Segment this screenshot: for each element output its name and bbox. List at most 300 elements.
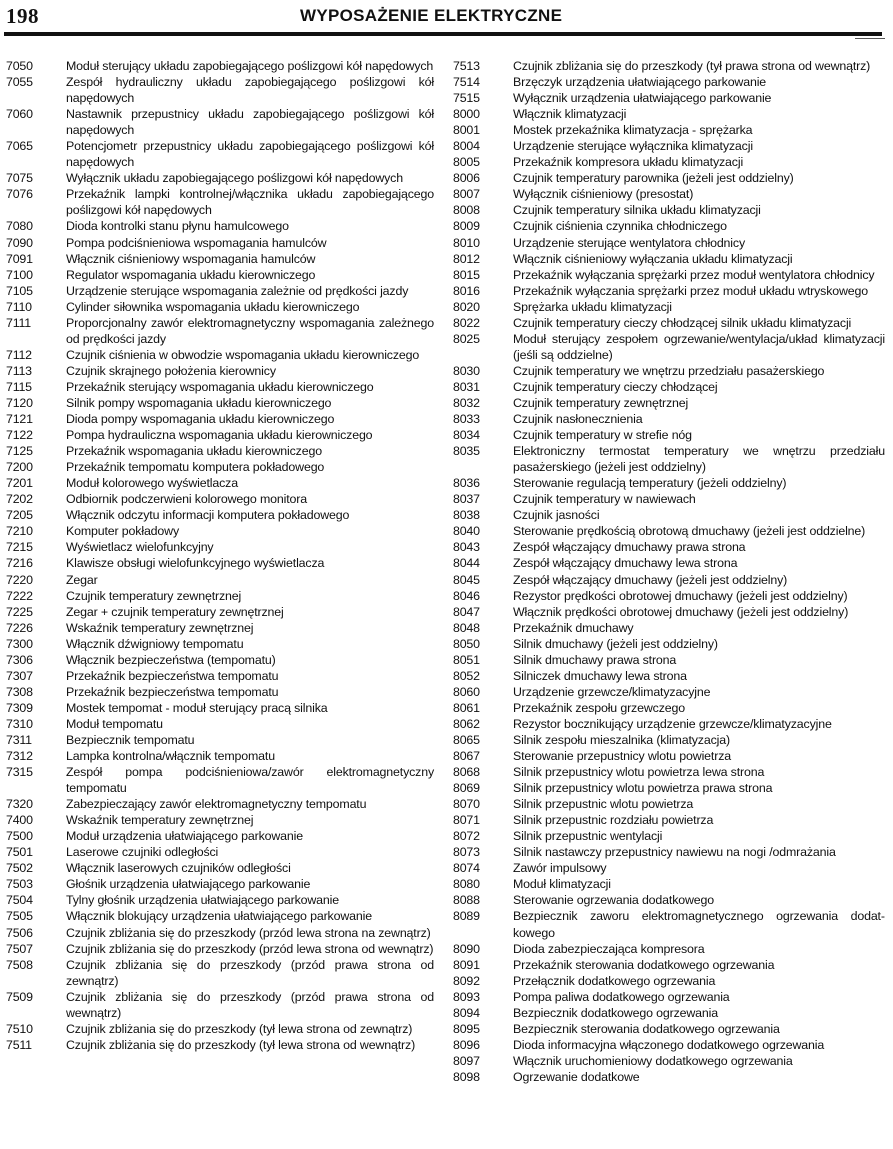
component-description: Włącznik klimatyzacji xyxy=(513,107,627,122)
component-code: 7210 xyxy=(6,524,33,539)
list-item xyxy=(453,202,885,218)
list-item xyxy=(6,636,434,652)
component-description: Włącznik odczytu informacji komputera pokładowego xyxy=(66,508,350,523)
list-item xyxy=(6,828,434,844)
component-description: Czujnik temperatury cieczy chłodzącej xyxy=(513,379,718,394)
component-code: 8065 xyxy=(453,732,480,747)
component-code: 8070 xyxy=(453,797,480,812)
component-code: 7500 xyxy=(6,829,33,844)
component-code: 8047 xyxy=(453,604,480,619)
component-code: 7080 xyxy=(6,219,33,234)
component-code: 8033 xyxy=(453,412,480,427)
component-code: 7090 xyxy=(6,235,33,250)
component-code: 8022 xyxy=(453,315,480,330)
list-item xyxy=(453,796,885,812)
list-item xyxy=(453,170,885,186)
list-item xyxy=(453,892,885,908)
list-item xyxy=(6,876,434,892)
component-code: 7125 xyxy=(6,444,33,459)
component-code: 7501 xyxy=(6,845,33,860)
list-item xyxy=(453,283,885,299)
list-item xyxy=(453,218,885,234)
component-code: 7509 xyxy=(6,989,33,1004)
component-code: 8090 xyxy=(453,941,480,956)
component-code: 8060 xyxy=(453,684,480,699)
component-description: Czujnik ciśnienia czynnika chłodniczego xyxy=(513,219,727,234)
list-item xyxy=(6,138,434,170)
component-code: 8098 xyxy=(453,1069,480,1084)
component-description: Urządzenie sterujące wspomagania zależnie od prędkości jazdy xyxy=(66,283,409,298)
component-code: 8061 xyxy=(453,700,480,715)
list-item xyxy=(6,908,434,924)
page-header xyxy=(0,0,893,36)
component-code: 7320 xyxy=(6,797,33,812)
list-item xyxy=(6,491,434,507)
component-description: Komputer pokładowy xyxy=(66,524,180,539)
list-item xyxy=(453,523,885,539)
list-item xyxy=(453,941,885,957)
component-description: Dioda pompy wspomagania układu kierowniczego xyxy=(66,412,335,427)
component-code: 8034 xyxy=(453,428,480,443)
component-code: 8069 xyxy=(453,781,480,796)
component-code: 7200 xyxy=(6,460,33,475)
component-code: 8080 xyxy=(453,877,480,892)
list-item xyxy=(453,1021,885,1037)
component-description: Zawór impulsowy xyxy=(513,861,607,876)
component-code: 8067 xyxy=(453,749,480,764)
component-description: Wskaźnik temperatury zewnętrznej xyxy=(66,620,254,635)
list-item xyxy=(6,700,434,716)
component-code: 8095 xyxy=(453,1021,480,1036)
component-code: 7202 xyxy=(6,492,33,507)
list-item xyxy=(6,796,434,812)
component-description: Wyświetlacz wielofunkcyjny xyxy=(66,540,214,555)
list-item xyxy=(6,652,434,668)
component-description: Elektroniczny termostat temperatury we wnętrzu przedziału pasażerskiego (jeżeli jest oddzielny) xyxy=(513,444,885,475)
list-item xyxy=(6,427,434,443)
component-code: 7515 xyxy=(453,91,480,106)
component-description: Czujnik zbliżania się do przeszkody (przód prawa strona od zewnątrz) xyxy=(66,957,434,988)
component-description: Czujnik zbliżania się do przeszkody (przód prawa strona od wewnątrz) xyxy=(66,989,434,1020)
component-code: 7122 xyxy=(6,428,33,443)
component-code: 8089 xyxy=(453,909,480,924)
component-description: Ogrzewanie dodatkowe xyxy=(513,1069,640,1084)
component-code: 8091 xyxy=(453,957,480,972)
component-description: Cylinder siłownika wspomagania układu kierowniczego xyxy=(66,299,360,314)
component-description: Regulator wspomagania układu kierowniczego xyxy=(66,267,316,282)
component-description: Przekaźnik wyłączania sprężarki przez moduł układu wtryskowego xyxy=(513,283,868,298)
component-description: Czujnik jasności xyxy=(513,508,600,523)
component-code: 7110 xyxy=(6,299,32,314)
component-code: 8015 xyxy=(453,267,480,282)
list-item xyxy=(6,925,434,941)
component-code: 8008 xyxy=(453,203,480,218)
component-description: Laserowe czujniki odległości xyxy=(66,845,219,860)
component-code: 8036 xyxy=(453,476,480,491)
component-description: Sterowanie ogrzewania dodatkowego xyxy=(513,893,715,908)
component-code: 8094 xyxy=(453,1005,480,1020)
list-item xyxy=(6,989,434,1021)
list-item xyxy=(453,732,885,748)
component-description: Włącznik uruchomieniowy dodatkowego ogrzewania xyxy=(513,1053,793,1068)
component-code: 7510 xyxy=(6,1021,33,1036)
component-description: Czujnik zbliżania się do przeszkody (tył lewa strona od wewnątrz) xyxy=(66,1037,416,1052)
component-code: 8071 xyxy=(453,813,480,828)
component-description: Urządzenie sterujące wentylatora chłodnicy xyxy=(513,235,745,250)
component-description: Brzęczyk urządzenia ułatwiającego parkowanie xyxy=(513,75,767,90)
component-description: Przekaźnik bezpieczeństwa tempomatu xyxy=(66,684,279,699)
component-description: Przekaźnik wspomagania układu kierowniczego xyxy=(66,444,322,459)
component-code: 7222 xyxy=(6,588,33,603)
list-item xyxy=(453,106,885,122)
list-item xyxy=(453,572,885,588)
component-description: Włącznik ciśnieniowy wspomagania hamulców xyxy=(66,251,316,266)
list-item xyxy=(6,844,434,860)
list-item xyxy=(6,668,434,684)
list-item xyxy=(6,74,434,106)
component-description: Przekaźnik dmuchawy xyxy=(513,620,634,635)
component-code: 8016 xyxy=(453,283,480,298)
component-description: Przełącznik dodatkowego ogrzewania xyxy=(513,973,716,988)
component-description: Proporcjonalny zawór elektromagnetyczny wspomagania zależnego od prędkości jazdy xyxy=(66,315,434,346)
list-item xyxy=(6,363,434,379)
component-description: Moduł sterujący układu zapobiegającego poślizgowi kół napędowych xyxy=(66,59,434,73)
component-description: Zabezpieczający zawór elektromagnetyczny tempomatu xyxy=(66,797,367,812)
list-item xyxy=(6,299,434,315)
component-code: 7220 xyxy=(6,572,33,587)
component-code: 7055 xyxy=(6,75,33,90)
component-description: Silnik zespołu mieszalnika (klimatyzacja) xyxy=(513,732,730,747)
component-description: Przekaźnik sterowania dodatkowego ogrzewania xyxy=(513,957,775,972)
component-code: 7507 xyxy=(6,941,33,956)
component-description: Moduł tempomatu xyxy=(66,716,163,731)
component-description: Pompa hydrauliczna wspomagania układu kierowniczego xyxy=(66,428,373,443)
list-item xyxy=(453,379,885,395)
component-code: 8012 xyxy=(453,251,480,266)
component-description: Sterowanie przepustnicy wlotu powietrza xyxy=(513,749,731,764)
component-code: 8051 xyxy=(453,652,480,667)
component-description: Czujnik zbliżania się do przeszkody (przód lewa strona na zewnątrz) xyxy=(66,925,431,940)
component-code: 7308 xyxy=(6,684,33,699)
list-item xyxy=(6,555,434,571)
component-description: Mostek przekaźnika klimatyzacja - sprężarka xyxy=(513,123,753,138)
list-item xyxy=(6,523,434,539)
list-item xyxy=(453,700,885,716)
component-description: Przekaźnik zespołu grzewczego xyxy=(513,700,685,715)
component-description: Nastawnik przepustnicy układu zapobiegającego poślizgowi kół napędowych xyxy=(66,107,434,138)
component-description: Zespół włączający dmuchawy lewa strona xyxy=(513,556,738,571)
list-item xyxy=(453,555,885,571)
component-description: Czujnik temperatury w strefie nóg xyxy=(513,428,692,443)
component-code: 7315 xyxy=(6,765,33,780)
component-code: 8006 xyxy=(453,171,480,186)
component-description: Silnik dmuchawy prawa strona xyxy=(513,652,677,667)
list-item xyxy=(453,812,885,828)
list-item xyxy=(453,668,885,684)
component-code: 8052 xyxy=(453,668,480,683)
list-item xyxy=(453,74,885,90)
component-description: Czujnik temperatury zewnętrznej xyxy=(66,588,242,603)
component-description: Bezpiecznik tempomatu xyxy=(66,732,195,747)
list-item xyxy=(453,267,885,283)
list-item xyxy=(6,588,434,604)
list-item xyxy=(6,748,434,764)
component-description: Silnik przepustnicy wlotu powietrza prawa strona xyxy=(513,781,773,796)
list-item xyxy=(453,748,885,764)
list-item xyxy=(453,122,885,138)
component-code: 7306 xyxy=(6,652,33,667)
component-description: Zespół włączający dmuchawy (jeżeli jest oddzielny) xyxy=(513,572,788,587)
list-item xyxy=(453,764,885,780)
component-description: Sterowanie regulacją temperatury (jeżeli oddzielny) xyxy=(513,476,787,491)
component-description: Sterowanie prędkością obrotową dmuchawy (jeżeli jest oddzielne) xyxy=(513,524,866,539)
component-description: Wyłącznik ciśnieniowy (presostat) xyxy=(513,187,694,202)
component-code: 8050 xyxy=(453,636,480,651)
list-item xyxy=(6,251,434,267)
component-description: Klawisze obsługi wielofunkcyjnego wyświetlacza xyxy=(66,556,325,571)
list-item xyxy=(453,1037,885,1053)
component-code: 7205 xyxy=(6,508,33,523)
component-code: 7307 xyxy=(6,668,33,683)
component-code: 7310 xyxy=(6,716,33,731)
list-item xyxy=(453,876,885,892)
list-item xyxy=(453,411,885,427)
list-item xyxy=(6,732,434,748)
list-item xyxy=(453,90,885,106)
component-description: Czujnik temperatury silnika układu klimatyzacji xyxy=(513,203,761,218)
list-item xyxy=(453,251,885,267)
component-description: Lampka kontrolna/włącznik tempomatu xyxy=(66,749,275,764)
component-code: 7504 xyxy=(6,893,33,908)
component-description: Zespół hydrauliczny układu zapobiegającego poślizgowi kół napędowych xyxy=(66,75,434,106)
list-item xyxy=(453,58,885,74)
list-item xyxy=(6,860,434,876)
component-code: 7514 xyxy=(453,75,480,90)
component-description: Rezystor bocznikujący urządzenie grzewcze/klimatyzacyjne xyxy=(513,716,832,731)
component-description: Wyłącznik urządzenia ułatwiającego parkowanie xyxy=(513,91,772,106)
list-item xyxy=(6,507,434,523)
component-code: 8020 xyxy=(453,299,480,314)
component-description: Silnik przepustnic wentylacji xyxy=(513,829,663,844)
list-item xyxy=(453,154,885,170)
component-description: Silnik przepustnic rozdziału powietrza xyxy=(513,813,714,828)
component-description: Silnik dmuchawy (jeżeli jest oddzielny) xyxy=(513,636,718,651)
list-item xyxy=(6,106,434,138)
component-description: Moduł kolorowego wyświetlacza xyxy=(66,476,238,491)
component-code: 7309 xyxy=(6,700,33,715)
component-description: Sprężarka układu klimatyzacji xyxy=(513,299,672,314)
list-item xyxy=(6,283,434,299)
component-code: 7511 xyxy=(6,1037,32,1052)
left-column xyxy=(6,58,434,1053)
component-description: Silniczek dmuchawy lewa strona xyxy=(513,668,687,683)
component-code: 7113 xyxy=(6,363,32,378)
list-item xyxy=(453,636,885,652)
component-code: 8009 xyxy=(453,219,480,234)
list-item xyxy=(453,235,885,251)
component-description: Urządzenie sterujące wyłącznika klimatyzacji xyxy=(513,139,753,154)
component-code: 8010 xyxy=(453,235,480,250)
component-code: 7312 xyxy=(6,749,33,764)
component-code: 8044 xyxy=(453,556,480,571)
component-code: 8038 xyxy=(453,508,480,523)
component-description: Czujnik temperatury w nawiewach xyxy=(513,492,696,507)
component-description: Moduł urządzenia ułatwiającego parkowanie xyxy=(66,829,303,844)
component-code: 7503 xyxy=(6,877,33,892)
list-item xyxy=(6,892,434,908)
component-code: 8073 xyxy=(453,845,480,860)
component-description: Czujnik temperatury we wnętrzu przedziału pasażerskiego xyxy=(513,363,825,378)
component-description: Wskaźnik temperatury zewnętrznej xyxy=(66,813,254,828)
component-description: Zespół włączający dmuchawy prawa strona xyxy=(513,540,746,555)
component-description: Pompa paliwa dodatkowego ogrzewania xyxy=(513,989,730,1004)
component-description: Silnik przepustnicy wlotu powietrza lewa strona xyxy=(513,765,765,780)
component-description: Przekaźnik tempomatu komputera pokładowego xyxy=(66,460,325,475)
list-item xyxy=(453,299,885,315)
component-description: Zespół pompa podciśnieniowa/zawór elektromagnetyczny tempomatu xyxy=(66,765,434,796)
component-code: 7105 xyxy=(6,283,33,298)
list-item xyxy=(453,491,885,507)
component-code: 8096 xyxy=(453,1037,480,1052)
component-description: Moduł klimatyzacji xyxy=(513,877,611,892)
list-item xyxy=(6,58,434,74)
component-code: 7115 xyxy=(6,379,32,394)
list-item xyxy=(453,1069,885,1085)
list-item xyxy=(453,957,885,973)
component-description: Moduł sterujący zespołem ogrzewanie/wentylacja/układ klimatyzacji (jeśli są oddzielne) xyxy=(513,331,885,362)
component-description: Bezpiecznik dodatkowego ogrzewania xyxy=(513,1005,718,1020)
list-item xyxy=(6,315,434,347)
component-code: 7225 xyxy=(6,604,33,619)
list-item xyxy=(453,989,885,1005)
component-code: 7120 xyxy=(6,395,33,410)
list-item xyxy=(453,973,885,989)
list-item xyxy=(6,1021,434,1037)
list-item xyxy=(6,475,434,491)
component-description: Dioda kontrolki stanu płynu hamulcowego xyxy=(66,219,289,234)
list-item xyxy=(6,218,434,234)
component-description: Zegar xyxy=(66,572,98,587)
component-description: Czujnik ciśnienia w obwodzie wspomagania układu kierowniczego xyxy=(66,347,420,362)
component-code: 8025 xyxy=(453,331,480,346)
list-item xyxy=(453,427,885,443)
component-code: 7075 xyxy=(6,171,33,186)
list-item xyxy=(453,716,885,732)
list-item xyxy=(453,780,885,796)
component-code: 8062 xyxy=(453,716,480,731)
list-item xyxy=(6,604,434,620)
list-item xyxy=(6,716,434,732)
component-description: Wyłącznik układu zapobiegającego poślizgowi kół napędowych xyxy=(66,171,403,186)
component-code: 8040 xyxy=(453,524,480,539)
component-description: Głośnik urządzenia ułatwiającego parkowanie xyxy=(66,877,311,892)
component-description: Włącznik laserowych czujników odległości xyxy=(66,861,291,876)
component-code: 7091 xyxy=(6,251,33,266)
component-code: 7506 xyxy=(6,925,33,940)
list-item xyxy=(6,235,434,251)
component-code: 8092 xyxy=(453,973,480,988)
component-code: 8074 xyxy=(453,861,480,876)
component-code: 7100 xyxy=(6,267,33,282)
list-item xyxy=(6,684,434,700)
component-code: 8004 xyxy=(453,139,480,154)
component-code: 7076 xyxy=(6,187,33,202)
component-code: 7060 xyxy=(6,107,33,122)
component-description: Silnik przepustnic wlotu powietrza xyxy=(513,797,694,812)
list-item xyxy=(453,620,885,636)
component-description: Rezystor prędkości obrotowej dmuchawy (jeżeli jest oddzielny) xyxy=(513,588,848,603)
list-item xyxy=(6,379,434,395)
header-rule-thin xyxy=(855,38,885,39)
component-description: Czujnik temperatury cieczy chłodzącej silnik układu klimatyzacji xyxy=(513,315,852,330)
list-item xyxy=(453,828,885,844)
component-description: Czujnik temperatury zewnętrznej xyxy=(513,395,689,410)
right-column xyxy=(453,58,885,1085)
list-item xyxy=(6,1037,434,1053)
component-code: 8088 xyxy=(453,893,480,908)
component-code: 8043 xyxy=(453,540,480,555)
component-code: 7215 xyxy=(6,540,33,555)
component-description: Przekaźnik lampki kontrolnej/włącznika układu zapobiegającego poślizgowi kół napędowych xyxy=(66,187,434,218)
component-code: 8035 xyxy=(453,444,480,459)
component-code: 8048 xyxy=(453,620,480,635)
component-code: 8000 xyxy=(453,107,480,122)
list-item xyxy=(453,684,885,700)
component-description: Włącznik bezpieczeństwa (tempomatu) xyxy=(66,652,276,667)
component-code: 7216 xyxy=(6,556,33,571)
component-description: Włącznik dźwigniowy tempomatu xyxy=(66,636,244,651)
list-item xyxy=(6,347,434,363)
component-description: Czujnik zbliżania się do przeszkody (przód lewa strona od wewnątrz) xyxy=(66,941,434,956)
list-item xyxy=(453,363,885,379)
component-description: Przekaźnik sterujący wspomagania układu kierowniczego xyxy=(66,379,374,394)
component-code: 8005 xyxy=(453,155,480,170)
component-description: Czujnik zbliżania się do przeszkody (tył lewa strona od zewnątrz) xyxy=(66,1021,413,1036)
component-code: 8046 xyxy=(453,588,480,603)
list-item xyxy=(453,652,885,668)
list-item xyxy=(453,1005,885,1021)
list-item xyxy=(6,764,434,796)
list-item xyxy=(453,186,885,202)
list-item xyxy=(6,170,434,186)
list-item xyxy=(453,604,885,620)
page-title: WYPOSAŻENIE ELEKTRYCZNE xyxy=(300,6,563,25)
component-description: Zegar + czujnik temperatury zewnętrznej xyxy=(66,604,284,619)
page-number: 198 xyxy=(6,4,39,28)
list-item xyxy=(6,459,434,475)
component-description: Czujnik skrajnego położenia kierownicy xyxy=(66,363,276,378)
component-description: Włącznik prędkości obrotowej dmuchawy (jeżeli jest oddzielny) xyxy=(513,604,849,619)
component-description: Odbiornik podczerwieni kolorowego monitora xyxy=(66,492,307,507)
list-item xyxy=(6,186,434,218)
component-description: Włącznik ciśnieniowy wyłączania układu klimatyzacji xyxy=(513,251,793,266)
list-item xyxy=(6,957,434,989)
list-item xyxy=(453,908,885,940)
component-code: 7065 xyxy=(6,139,33,154)
list-item xyxy=(453,507,885,523)
list-item xyxy=(453,844,885,860)
list-item xyxy=(6,395,434,411)
list-item xyxy=(453,1053,885,1069)
component-description: Przekaźnik wyłączania sprężarki przez moduł wentylatora chłodnicy xyxy=(513,267,875,282)
component-description: Czujnik temperatury parownika (jeżeli jest oddzielny) xyxy=(513,171,794,186)
component-code: 7502 xyxy=(6,861,33,876)
list-item xyxy=(6,941,434,957)
component-code: 8031 xyxy=(453,379,480,394)
component-code: 8093 xyxy=(453,989,480,1004)
component-code: 7400 xyxy=(6,813,33,828)
component-description: Urządzenie grzewcze/klimatyzacyjne xyxy=(513,684,711,699)
